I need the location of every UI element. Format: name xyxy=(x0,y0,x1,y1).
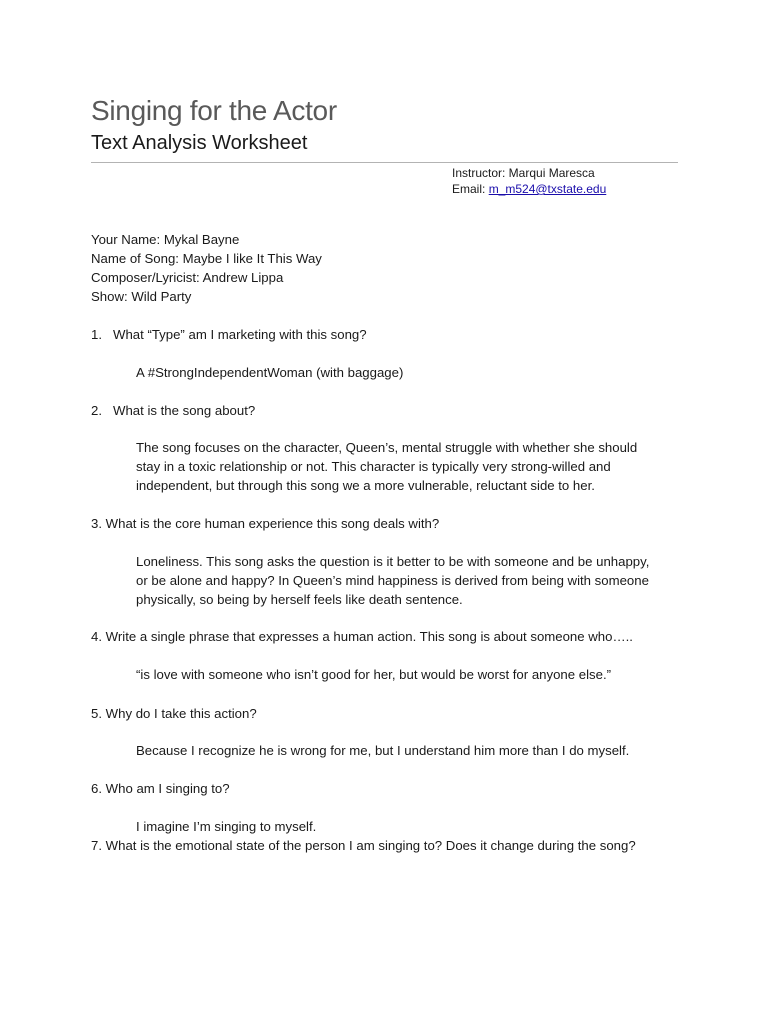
question-number: 3. xyxy=(91,516,102,531)
question-number: 7. xyxy=(91,838,102,853)
question-number: 5. xyxy=(91,706,102,721)
question-number: 6. xyxy=(91,781,102,796)
song-name: Name of Song: Maybe I like It This Way xyxy=(91,251,322,266)
header-divider xyxy=(91,162,678,163)
answer-6-line-1: I imagine I’m singing to myself. xyxy=(136,819,317,834)
email-link[interactable]: m_m524@txstate.edu xyxy=(488,182,607,196)
question-text: Why do I take this action? xyxy=(105,706,257,721)
question-text: What “Type” am I marketing with this song? xyxy=(113,327,367,342)
answer-1-line-1: A #StrongIndependentWoman (with baggage) xyxy=(136,365,404,380)
student-name: Your Name: Mykal Bayne xyxy=(91,232,240,247)
email-line xyxy=(452,182,606,196)
question-text: Write a single phrase that expresses a human action. This song is about someone who….. xyxy=(105,629,633,644)
answer-3-line-3: physically, so being by herself feels like death sentence. xyxy=(136,592,463,607)
answer-2-line-1: The song focuses on the character, Queen’s, mental struggle with whether she should xyxy=(136,440,638,455)
answer-3-line-2: or be alone and happy? In Queen’s mind happiness is derived from being with someone xyxy=(136,573,649,588)
page-subtitle: Text Analysis Worksheet xyxy=(91,132,308,154)
answer-3-line-1: Loneliness. This song asks the question is it better to be with someone and be unhappy, xyxy=(136,554,650,569)
question-7 xyxy=(91,838,636,853)
answer-4-line-1: “is love with someone who isn’t good for her, but would be worst for anyone else.” xyxy=(136,667,612,682)
answer-5-line-1: Because I recognize he is wrong for me, but I understand him more than I do myself. xyxy=(136,743,630,758)
question-number: 2. xyxy=(91,403,102,418)
question-6 xyxy=(91,781,230,796)
answer-2-line-3: independent, but through this song we a more vulnerable, reluctant side to her. xyxy=(136,478,595,493)
page-title: Singing for the Actor xyxy=(91,95,337,126)
question-2 xyxy=(91,403,255,418)
question-text: What is the emotional state of the person I am singing to? Does it change during the song? xyxy=(105,838,636,853)
email-label: Email: xyxy=(452,182,489,196)
question-4 xyxy=(91,629,633,644)
answer-2-line-2: stay in a toxic relationship or not. This character is typically very strong-willed and xyxy=(136,459,611,474)
question-number: 4. xyxy=(91,629,102,644)
question-text: What is the core human experience this song deals with? xyxy=(105,516,440,531)
question-number: 1. xyxy=(91,327,102,342)
question-5 xyxy=(91,706,257,721)
question-text: Who am I singing to? xyxy=(105,781,230,796)
question-text: What is the song about? xyxy=(113,403,256,418)
composer-lyricist: Composer/Lyricist: Andrew Lippa xyxy=(91,270,284,285)
instructor-line: Instructor: Marqui Maresca xyxy=(452,166,595,180)
question-1 xyxy=(91,327,367,342)
show-name: Show: Wild Party xyxy=(91,289,192,304)
question-3 xyxy=(91,516,439,531)
